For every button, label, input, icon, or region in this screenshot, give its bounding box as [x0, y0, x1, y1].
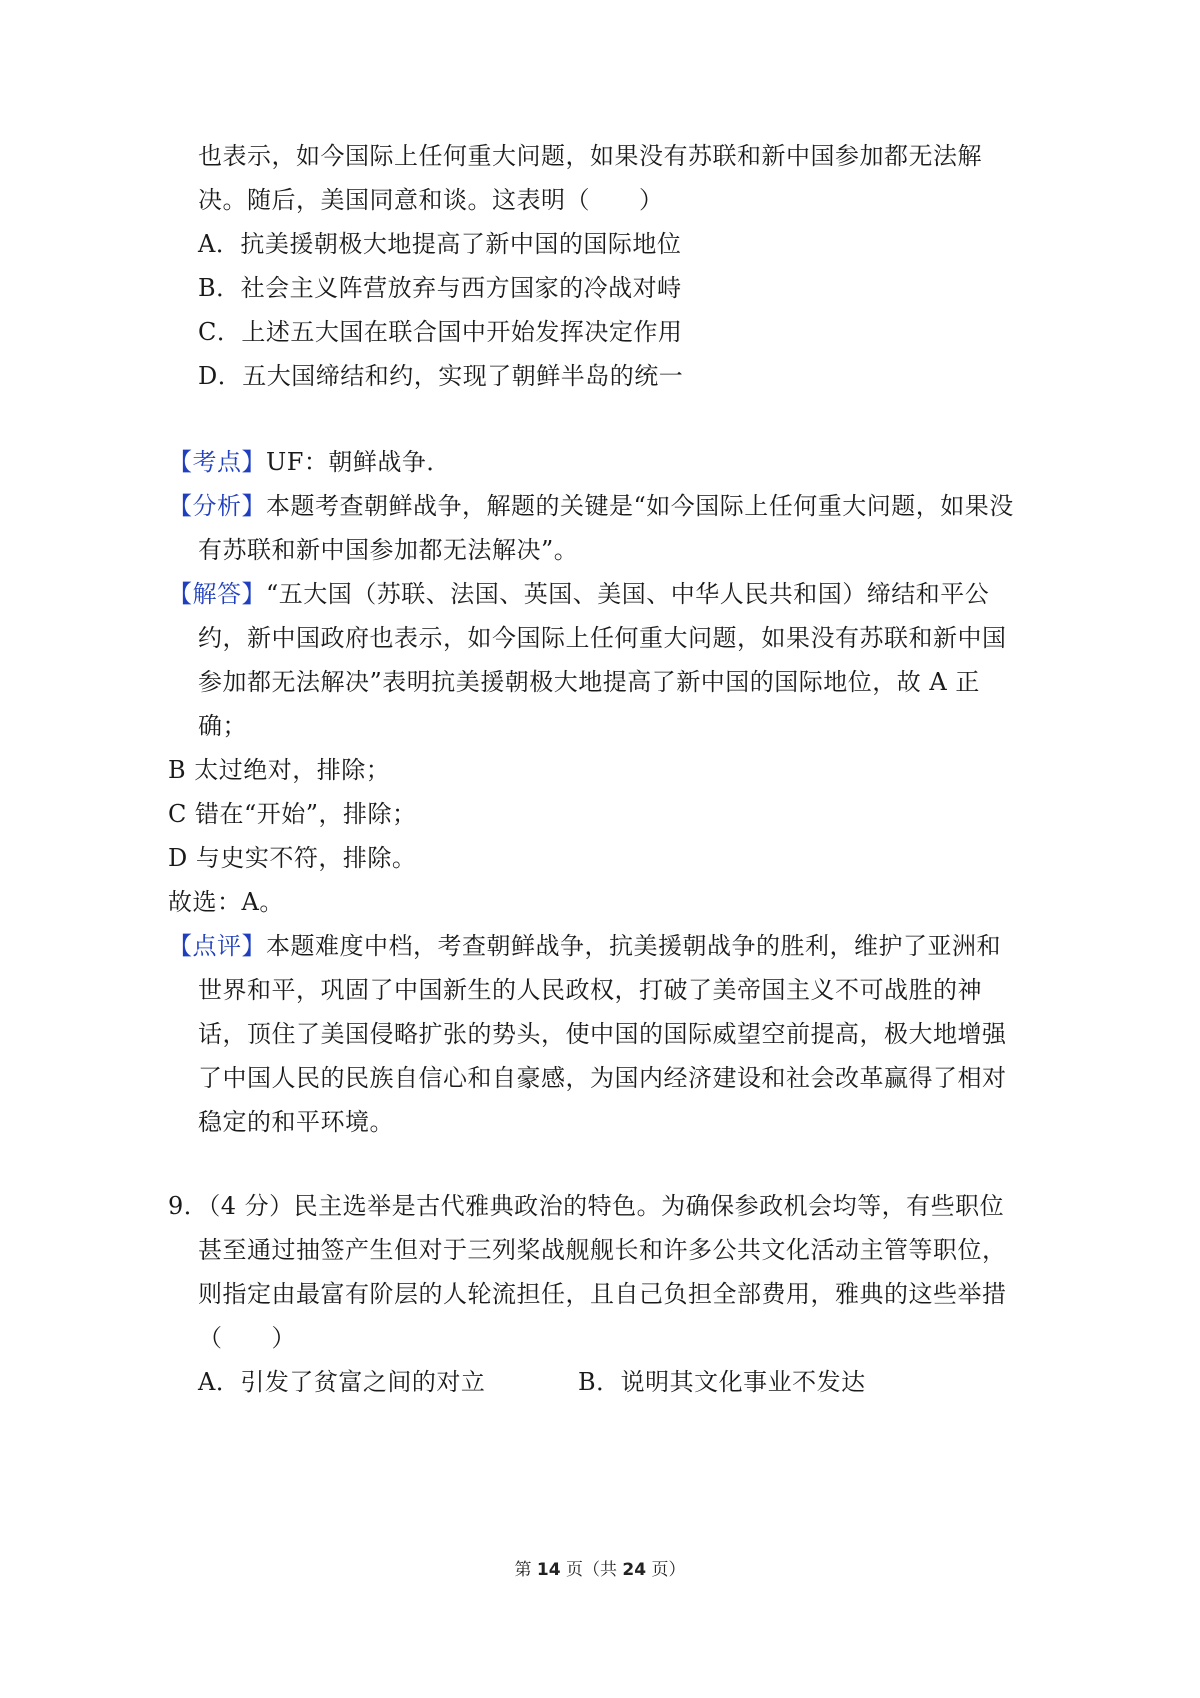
- answer-note-b: B 太过绝对，排除；: [168, 756, 391, 784]
- kaodian-tag: 【考点】: [168, 448, 266, 476]
- footer-page-number: 14: [536, 1560, 561, 1580]
- footer-suffix: 页）: [646, 1560, 686, 1580]
- dianping-line-3: 话，顶住了美国侵略扩张的势头，使中国的国际威望空前提高，极大地增强: [198, 1020, 1007, 1048]
- q9-stem-line-3: 则指定由最富有阶层的人轮流担任，且自己负担全部费用，雅典的这些举措: [198, 1280, 1007, 1308]
- q9-stem-line-2: 甚至通过抽签产生但对于三列桨战舰舰长和许多公共文化活动主管等职位，: [198, 1236, 1007, 1264]
- kaodian-text: UF：朝鲜战争．: [266, 448, 451, 476]
- jieda-line-1: [168, 579, 989, 609]
- jieda-line-4: 确；: [198, 712, 247, 740]
- q8-option-d: D．五大国缔结和约，实现了朝鲜半岛的统一: [198, 362, 684, 390]
- fenxi-text-1: 本题考查朝鲜战争，解题的关键是“如今国际上任何重大问题，如果没: [266, 492, 1014, 520]
- footer-total-pages: 24: [622, 1560, 647, 1580]
- page-footer: [0, 1555, 1200, 1580]
- q8-option-a: A．抗美援朝极大地提高了新中国的国际地位: [198, 230, 682, 258]
- q8-stem-line-1: 也表示，如今国际上任何重大问题，如果没有苏联和新中国参加都无法解: [198, 142, 982, 170]
- q9-option-a: A．引发了贫富之间的对立: [198, 1368, 486, 1396]
- answer-note-c: C 错在“开始”，排除；: [168, 800, 417, 828]
- jieda-line-3: 参加都无法解决”表明抗美援朝极大地提高了新中国的国际地位，故 A 正: [198, 668, 980, 696]
- q8-option-b: B．社会主义阵营放弃与西方国家的冷战对峙: [198, 274, 682, 302]
- q9-option-b: B．说明其文化事业不发达: [578, 1368, 866, 1396]
- jieda-text-1: “五大国（苏联、法国、英国、美国、中华人民共和国）缔结和平公: [266, 580, 990, 608]
- dianping-line-1: [168, 931, 1001, 961]
- q9-stem-line-4: （ ）: [198, 1324, 296, 1352]
- answer-choice: 故选：A。: [168, 888, 284, 916]
- fenxi-line-2: 有苏联和新中国参加都无法解决”。: [198, 536, 579, 564]
- dianping-line-4: 了中国人民的民族自信心和自豪感，为国内经济建设和社会改革赢得了相对: [198, 1064, 1007, 1092]
- q9-stem-line-1: 9．（4 分）民主选举是古代雅典政治的特色。为确保参政机会均等，有些职位: [168, 1192, 1005, 1220]
- footer-middle: 页（共: [560, 1560, 623, 1580]
- footer-prefix: 第: [514, 1560, 537, 1580]
- dianping-line-2: 世界和平，巩固了中国新生的人民政权，打破了美帝国主义不可战胜的神: [198, 976, 982, 1004]
- jieda-line-2: 约，新中国政府也表示，如今国际上任何重大问题，如果没有苏联和新中国: [198, 624, 1007, 652]
- fenxi-tag: 【分析】: [168, 492, 266, 520]
- q8-option-c: C．上述五大国在联合国中开始发挥决定作用: [198, 318, 683, 346]
- answer-note-d: D 与史实不符，排除。: [168, 844, 417, 872]
- fenxi-line-1: [168, 491, 1014, 521]
- jieda-tag: 【解答】: [168, 580, 266, 608]
- q8-stem-line-2: 决。随后，美国同意和谈。这表明（ ）: [198, 186, 664, 214]
- dianping-text-1: 本题难度中档，考查朝鲜战争，抗美援朝战争的胜利，维护了亚洲和: [266, 932, 1001, 960]
- dianping-line-5: 稳定的和平环境。: [198, 1108, 394, 1136]
- kaodian-line: [168, 447, 451, 477]
- dianping-tag: 【点评】: [168, 932, 266, 960]
